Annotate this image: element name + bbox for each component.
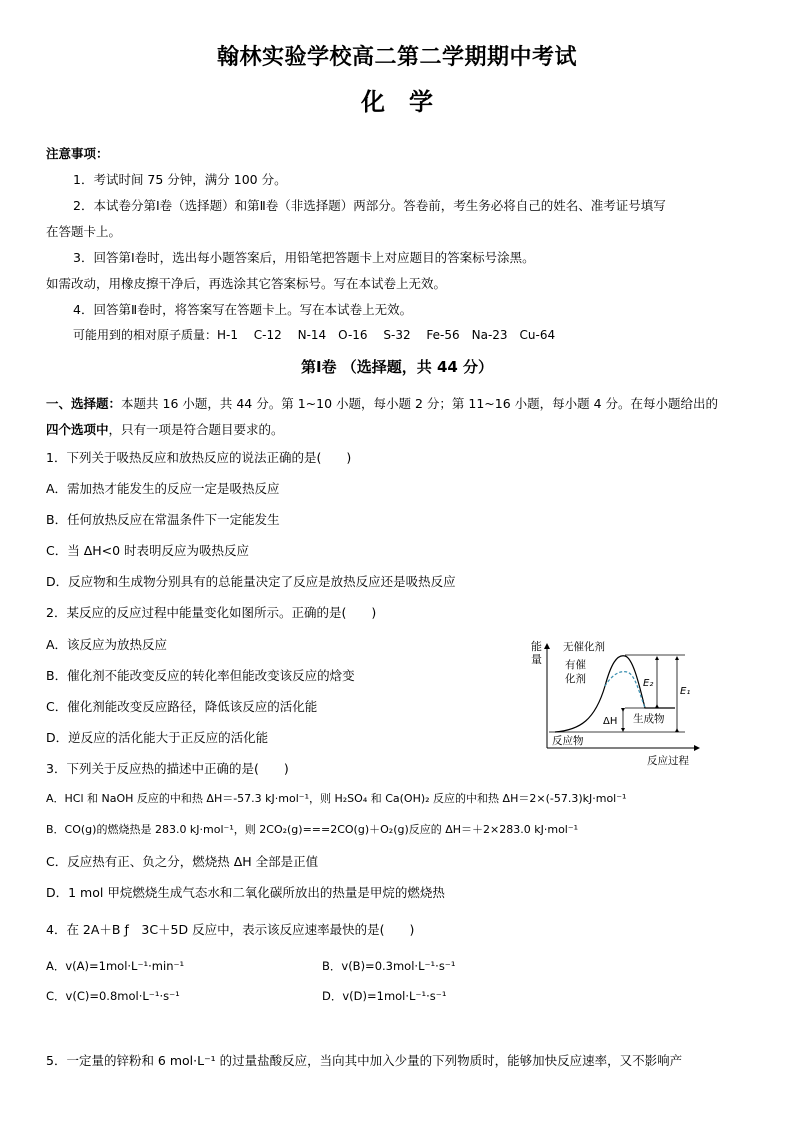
notice-item-3-cont: 如需改动，用橡皮擦干净后，再选涂其它答案标号。写在本试卷上无效。 — [46, 276, 447, 291]
notice-item-2-cont: 在答题卡上。 — [46, 224, 122, 239]
e2-label: E₂ — [643, 678, 654, 689]
product-label: 生成物 — [633, 713, 665, 725]
catalyst-label-2: 化剂 — [565, 673, 586, 685]
q2-option-c: C．催化剂能改变反应路径，降低该反应的活化能 — [46, 699, 318, 714]
section-1-title: 第Ⅰ卷 （选择题，共 44 分） — [300, 358, 494, 376]
q1-option-c: C．当 ΔH<0 时表明反应为吸热反应 — [46, 543, 250, 558]
q1-stem: 1．下列关于吸热反应和放热反应的说法正确的是( ) — [46, 450, 352, 465]
section-1-intro-line-2 — [46, 420, 284, 438]
y-label-1: 能 — [531, 640, 542, 653]
energy-diagram — [525, 636, 705, 770]
no-catalyst-label: 无催化剂 — [563, 641, 605, 653]
notice-item-4: 4．回答第Ⅱ卷时，将答案写在答题卡上。写在本试卷上无效。 — [73, 302, 413, 317]
q1-option-a: A．需加热才能发生的反应一定是吸热反应 — [46, 481, 280, 496]
q2-stem: 2．某反应的反应过程中能量变化如图所示。正确的是( ) — [46, 605, 377, 620]
section-1-intro-text: 本题共 16 小题，共 44 分。第 1~10 小题，每小题 2 分；第 11~16 小题，每小题 4 分。在每小题给出的 — [121, 396, 719, 411]
q4-stem: 4．在 2A＋B ƒ 3C＋5D 反应中，表示该反应速率最快的是( ) — [46, 922, 415, 937]
q3-option-a: A．HCl 和 NaOH 反应的中和热 ΔH＝-57.3 kJ·mol⁻¹，则 H₂SO₄ 和 Ca(OH)₂ 反应的中和热 ΔH＝2×(-57.3)kJ·mol⁻¹ — [46, 792, 627, 805]
e1-label: E₁ — [680, 686, 691, 697]
q1-option-d: D．反应物和生成物分别具有的总能量决定了反应是放热反应还是吸热反应 — [46, 574, 456, 589]
catalyzed-curve — [605, 672, 645, 708]
section-1-intro-line-1 — [46, 394, 718, 412]
q2-option-a: A．该反应为放热反应 — [46, 637, 168, 652]
q4-option-d: D．v(D)=1mol·L⁻¹·s⁻¹ — [322, 989, 447, 1003]
q3-option-d: D．1 mol 甲烷燃烧生成气态水和二氧化碳所放出的热量是甲烷的燃烧热 — [46, 885, 445, 900]
section-1-label: 一、选择题： — [46, 396, 122, 411]
q4-option-c: C．v(C)=0.8mol·L⁻¹·s⁻¹ — [46, 989, 180, 1003]
notice-item-3: 3．回答第Ⅰ卷时，选出每小题答案后，用铅笔把答题卡上对应题目的答案标号涂黑。 — [73, 250, 535, 265]
catalyst-label-1: 有催 — [565, 659, 586, 671]
notice-heading: 注意事项： — [46, 146, 109, 161]
atomic-masses: 可能用到的相对原子质量：H-1 C-12 N-14 O-16 S-32 Fe-56 Na-23 Cu-64 — [73, 328, 556, 342]
q1-option-b: B．任何放热反应在常温条件下一定能发生 — [46, 512, 280, 527]
q3-option-b: B．CO(g)的燃烧热是 283.0 kJ·mol⁻¹，则 2CO₂(g)===2CO(g)＋O₂(g)反应的 ΔH＝＋2×283.0 kJ·mol⁻¹ — [46, 823, 579, 836]
reactant-label: 反应物 — [552, 735, 584, 747]
q2-option-b: B．催化剂不能改变反应的转化率但能改变该反应的焓变 — [46, 668, 355, 683]
y-label-2: 量 — [531, 653, 542, 666]
q5-stem: 5．一定量的锌粉和 6 mol·L⁻¹ 的过量盐酸反应，当向其中加入少量的下列物质时，能够加快反应速率，又不影响产 — [46, 1053, 683, 1068]
section-1-intro-text-2: ，只有一项是符合题目要求的。 — [108, 422, 284, 437]
q3-option-c: C．反应热有正、负之分，燃烧热 ΔH 全部是正值 — [46, 854, 319, 869]
dh-label: ΔH — [603, 716, 618, 727]
q2-option-d: D．逆反应的活化能大于正反应的活化能 — [46, 730, 269, 745]
q3-stem: 3．下列关于反应热的描述中正确的是( ) — [46, 761, 289, 776]
exam-title: 翰林实验学校高二第二学期期中考试 — [216, 44, 577, 70]
q4-option-b: B．v(B)=0.3mol·L⁻¹·s⁻¹ — [322, 959, 456, 973]
x-label: 反应过程 — [647, 755, 689, 767]
notice-item-2: 2．本试卷分第Ⅰ卷（选择题）和第Ⅱ卷（非选择题）两部分。答卷前，考生务必将自己的姓名、准考证号填写 — [73, 198, 666, 213]
section-1-emphasis: 四个选项中 — [46, 422, 109, 437]
q4-option-a: A．v(A)=1mol·L⁻¹·min⁻¹ — [46, 959, 185, 973]
subject-title: 化 学 — [361, 87, 433, 116]
notice-item-1: 1．考试时间 75 分钟，满分 100 分。 — [73, 172, 287, 187]
